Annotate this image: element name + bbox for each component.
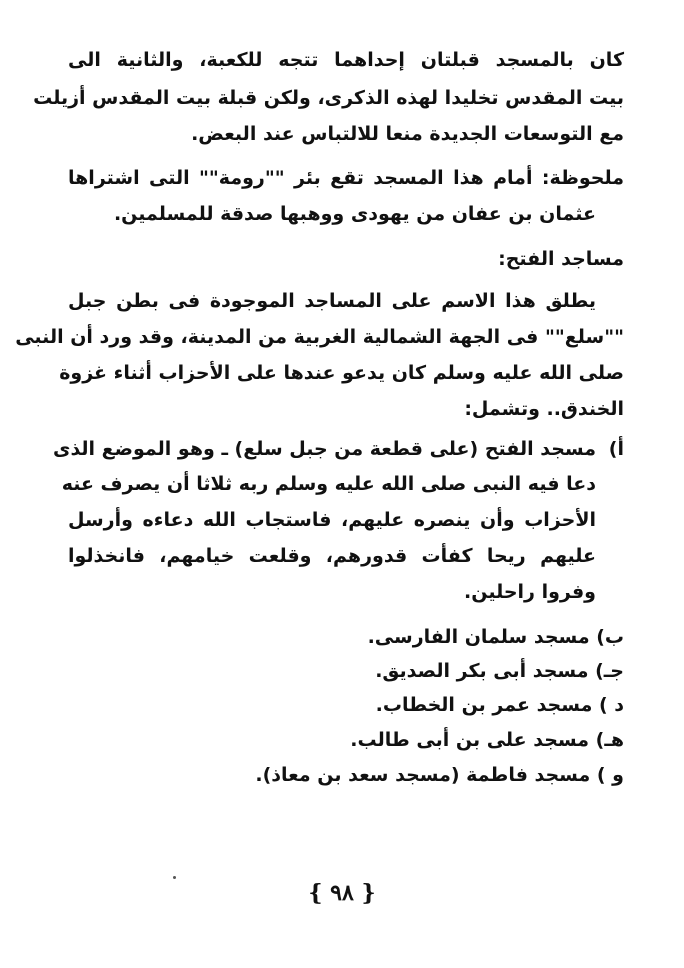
scan-speck bbox=[173, 876, 176, 879]
item-a-line-4: عليهم ريحا كفأت قدورهم، وقلعت خيامهم، فانخذلوا bbox=[68, 545, 596, 567]
item-a-marker: أ) bbox=[608, 438, 624, 460]
section-heading: مساجد الفتح: bbox=[498, 248, 624, 270]
item-a-line-5: وفروا راحلين. bbox=[464, 581, 596, 603]
paragraph-2-line-4: الخندق.. وتشمل: bbox=[464, 398, 624, 420]
list-item-b: ب) مسجد سلمان الفارسى. bbox=[367, 626, 624, 648]
list-item-e: هـ) مسجد على بن أبى طالب. bbox=[350, 729, 624, 751]
paragraph-2-line-1: يطلق هذا الاسم على المساجد الموجودة فى بطن جبل bbox=[68, 290, 596, 312]
list-item-d: د ) مسجد عمر بن الخطاب. bbox=[375, 694, 624, 716]
item-a-line-3: الأحزاب وأن ينصره عليهم، فاستجاب الله دعاءه وأرسل bbox=[68, 509, 596, 531]
note-line-1: ملحوظة: أمام هذا المسجد تقع بئر ""رومة"" التى اشتراها bbox=[68, 167, 624, 189]
page-number: { ٩٨ } bbox=[308, 880, 376, 906]
item-a-line-1: مسجد الفتح (على قطعة من جبل سلع) ـ وهو الموضع الذى bbox=[53, 438, 596, 460]
paragraph-2-line-2: ""سلع"" فى الجهة الشمالية الغربية من المدينة، وقد ورد أن النبى bbox=[15, 326, 624, 348]
paragraph-1-line-1: كان بالمسجد قبلتان إحداهما تتجه للكعبة، والثانية الى bbox=[68, 49, 624, 71]
list-item-f: و ) مسجد فاطمة (مسجد سعد بن معاذ). bbox=[255, 764, 624, 786]
paragraph-1-line-2: بيت المقدس تخليدا لهذه الذكرى، ولكن قبلة بيت المقدس أزيلت bbox=[33, 87, 624, 109]
item-a-line-2: دعا فيه النبى صلى الله عليه وسلم ربه ثلاثا أن يصرف عنه bbox=[61, 473, 596, 495]
paragraph-2-line-3: صلى الله عليه وسلم كان يدعو عندها على الأحزاب أثناء غزوة bbox=[59, 362, 624, 384]
paragraph-1-line-3: مع التوسعات الجديدة منعا للالتباس عند البعض. bbox=[191, 123, 624, 145]
note-line-2: عثمان بن عفان من يهودى ووهبها صدقة للمسلمين. bbox=[113, 203, 596, 225]
list-item-c: جـ) مسجد أبى بكر الصديق. bbox=[375, 660, 624, 682]
